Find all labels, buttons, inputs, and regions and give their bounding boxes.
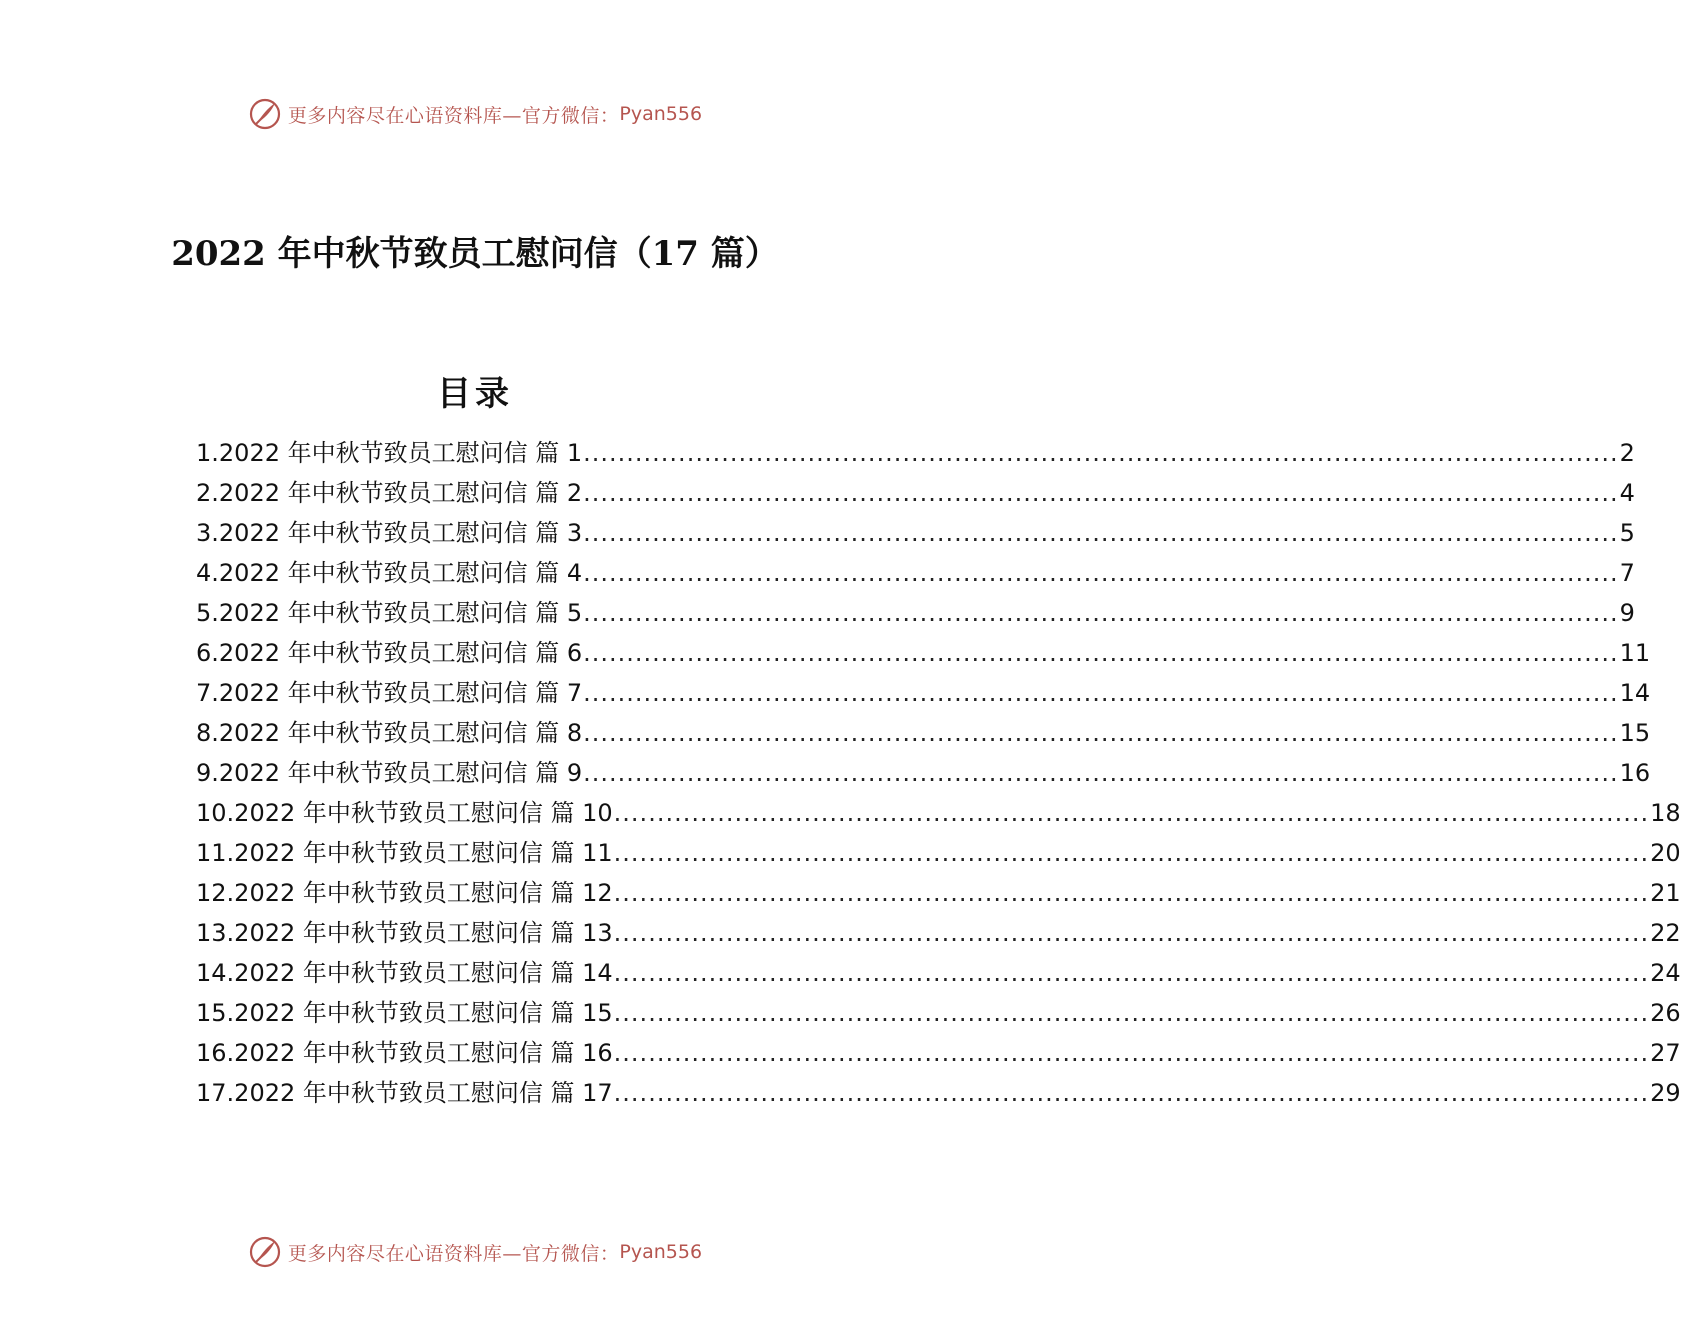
banner-text: 更多内容尽在心语资料库—官方微信：	[287, 1242, 620, 1265]
dot-leader: ........................................................................................................................	[583, 679, 1619, 707]
toc-entry-label: 13.2022 年中秋节致员工慰问信 篇 13	[196, 919, 613, 947]
dot-leader: ........................................................................................................................	[583, 519, 1619, 547]
dot-leader: ........................................................................................................................	[583, 639, 1619, 667]
toc-entry-page: 15	[1619, 719, 1651, 747]
toc-entry-page: 5	[1619, 519, 1635, 547]
header-banner	[0, 94, 950, 134]
toc-entry-label: 17.2022 年中秋节致员工慰问信 篇 17	[196, 1079, 613, 1107]
dot-leader: ........................................................................................................................	[613, 919, 1650, 947]
toc-entry[interactable]	[196, 793, 1681, 833]
toc-entry-label: 10.2022 年中秋节致员工慰问信 篇 10	[196, 799, 613, 827]
dot-leader: ........................................................................................................................	[583, 479, 1619, 507]
toc-entry[interactable]	[196, 433, 1635, 473]
toc-entry[interactable]	[196, 833, 1681, 873]
dot-leader: ........................................................................................................................	[583, 559, 1619, 587]
toc-entry-page: 29	[1650, 1079, 1681, 1107]
toc-entry-page: 2	[1619, 439, 1635, 467]
toc-entry-page: 7	[1619, 559, 1635, 587]
dot-leader: ........................................................................................................................	[613, 999, 1650, 1027]
toc-entry-page: 21	[1650, 879, 1681, 907]
toc-entry[interactable]	[196, 673, 1651, 713]
wechat-id: Pyan556	[619, 1241, 703, 1263]
toc-entry-page: 11	[1619, 639, 1651, 667]
toc-entry-page: 18	[1650, 799, 1681, 827]
toc-entry-page: 27	[1650, 1039, 1681, 1067]
toc-entry-page: 14	[1619, 679, 1651, 707]
dot-leader: ........................................................................................................................	[613, 959, 1650, 987]
toc-entry[interactable]	[196, 553, 1635, 593]
toc-entry[interactable]	[196, 953, 1681, 993]
toc-entry[interactable]	[196, 913, 1681, 953]
dot-leader: ........................................................................................................................	[583, 439, 1619, 467]
toc-entry[interactable]	[196, 473, 1635, 513]
dot-leader: ........................................................................................................................	[613, 799, 1650, 827]
toc-entry-page: 20	[1650, 839, 1681, 867]
dot-leader: ........................................................................................................................	[583, 759, 1619, 787]
toc-entry-page: 16	[1619, 759, 1651, 787]
toc-entry-page: 9	[1619, 599, 1635, 627]
toc-entry[interactable]	[196, 513, 1635, 553]
toc-entry-label: 9.2022 年中秋节致员工慰问信 篇 9	[196, 759, 583, 787]
toc-entry-page: 26	[1650, 999, 1681, 1027]
dot-leader: ........................................................................................................................	[613, 879, 1650, 907]
dot-leader: ........................................................................................................................	[583, 599, 1619, 627]
banner-text: 更多内容尽在心语资料库—官方微信：	[287, 104, 620, 127]
toc-entry-label: 16.2022 年中秋节致员工慰问信 篇 16	[196, 1039, 613, 1067]
toc-entry-page: 22	[1650, 919, 1681, 947]
toc-entry-label: 4.2022 年中秋节致员工慰问信 篇 4	[196, 559, 583, 587]
toc-entry-label: 7.2022 年中秋节致员工慰问信 篇 7	[196, 679, 583, 707]
toc-entry[interactable]	[196, 633, 1651, 673]
toc-entry[interactable]	[196, 593, 1635, 633]
dot-leader: ........................................................................................................................	[583, 719, 1619, 747]
toc-entry[interactable]	[196, 713, 1651, 753]
dot-leader: ........................................................................................................................	[613, 839, 1650, 867]
toc-entry-label: 3.2022 年中秋节致员工慰问信 篇 3	[196, 519, 583, 547]
document-title: 2022 年中秋节致员工慰问信（17 篇）	[171, 234, 779, 274]
toc-entry-label: 6.2022 年中秋节致员工慰问信 篇 6	[196, 639, 583, 667]
toc-entry-label: 5.2022 年中秋节致员工慰问信 篇 5	[196, 599, 583, 627]
feather-pen-icon	[248, 97, 282, 131]
toc-entry[interactable]	[196, 753, 1651, 793]
toc-entry-label: 1.2022 年中秋节致员工慰问信 篇 1	[196, 439, 583, 467]
dot-leader: ........................................................................................................................	[613, 1039, 1650, 1067]
feather-pen-icon	[248, 1235, 282, 1269]
toc-entry[interactable]	[196, 873, 1681, 913]
toc-entry[interactable]	[196, 1033, 1681, 1073]
toc-entry-page: 4	[1619, 479, 1635, 507]
toc-entry-page: 24	[1650, 959, 1681, 987]
toc-entry[interactable]	[196, 1073, 1681, 1113]
dot-leader: ........................................................................................................................	[613, 1079, 1650, 1107]
toc-entry-label: 12.2022 年中秋节致员工慰问信 篇 12	[196, 879, 613, 907]
toc-entry[interactable]	[196, 993, 1681, 1033]
toc-entry-label: 2.2022 年中秋节致员工慰问信 篇 2	[196, 479, 583, 507]
footer-banner	[0, 1232, 950, 1272]
table-of-contents	[196, 433, 1681, 1113]
toc-entry-label: 8.2022 年中秋节致员工慰问信 篇 8	[196, 719, 583, 747]
toc-entry-label: 11.2022 年中秋节致员工慰问信 篇 11	[196, 839, 613, 867]
toc-entry-label: 15.2022 年中秋节致员工慰问信 篇 15	[196, 999, 613, 1027]
toc-heading: 目录	[437, 374, 513, 414]
wechat-id: Pyan556	[619, 103, 703, 125]
toc-entry-label: 14.2022 年中秋节致员工慰问信 篇 14	[196, 959, 613, 987]
